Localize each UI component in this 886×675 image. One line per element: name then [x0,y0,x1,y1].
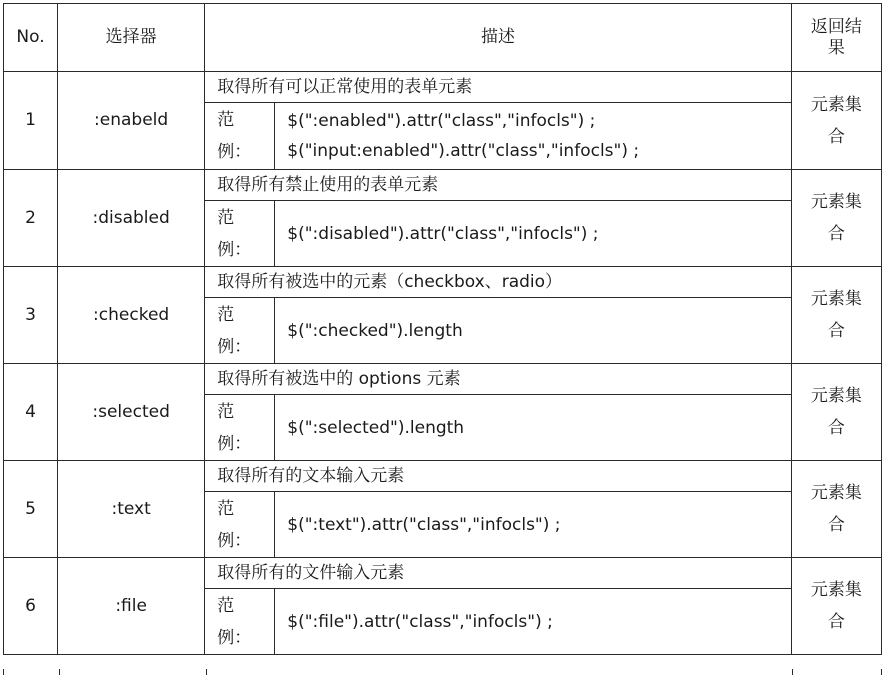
row-return [791,461,881,558]
return-line2: 合 [827,126,845,147]
row-return [791,364,881,461]
example-code [275,589,792,655]
table-row [4,267,882,298]
header-return-line1: 返回结 [810,17,862,38]
return-line1: 元素集 [810,386,862,406]
header-description: 描述 [205,4,792,72]
return-line2: 合 [827,418,845,438]
return-line2: 合 [827,224,845,244]
row-selector: :enabeld [58,72,205,170]
row-description: 取得所有被选中的 options 元素 [205,364,792,395]
return-line1: 元素集 [810,483,862,503]
example-code [275,395,792,461]
row-return [791,170,881,267]
row-description: 取得所有的文件输入元素 [205,558,792,589]
return-line1: 元素集 [810,289,862,309]
row-no: 1 [4,72,58,170]
table-row [4,461,882,492]
example-code [275,492,792,558]
return-line2: 合 [827,612,845,632]
return-line1: 元素集 [810,580,862,600]
return-line1: 元素集 [810,94,862,115]
return-line1: 元素集 [810,192,862,212]
row-no: 2 [4,170,58,267]
return-line2: 合 [827,515,845,535]
selector-table [3,3,882,655]
table-row [4,364,882,395]
table-row [4,72,882,103]
row-selector: :text [58,461,205,558]
table-continuation [3,669,882,675]
example-code [275,298,792,364]
return-line2: 合 [827,321,845,341]
row-description: 取得所有可以正常使用的表单元素 [205,72,792,103]
example-code-line: $(":disabled").attr("class","infocls") ; [287,223,599,244]
row-selector: :disabled [58,170,205,267]
example-code-line: $(":checked").length [287,320,463,341]
header-return-line2: 果 [827,37,845,58]
column-divider [59,669,60,675]
row-description: 取得所有禁止使用的表单元素 [205,170,792,201]
row-no: 3 [4,267,58,364]
example-code-line: $(":file").attr("class","infocls") ; [287,611,553,632]
column-divider [206,669,207,675]
row-selector: :selected [58,364,205,461]
example-code-line: $("input:enabled").attr("class","infocls") ; [287,141,640,161]
example-label: 范 例： [205,492,275,558]
row-description: 取得所有的文本输入元素 [205,461,792,492]
example-label: 范 例： [205,103,275,170]
row-return [791,558,881,655]
row-no: 6 [4,558,58,655]
example-code [275,201,792,267]
header-no: No. [4,4,58,72]
table-row [4,558,882,589]
header-selector: 选择器 [58,4,205,72]
row-selector: :file [58,558,205,655]
example-code-line: $(":text").attr("class","infocls") ; [287,514,561,535]
example-label: 范 例： [205,298,275,364]
table-row [4,170,882,201]
row-return [791,267,881,364]
row-description: 取得所有被选中的元素（checkbox、radio） [205,267,792,298]
example-label: 范 例： [205,201,275,267]
row-selector: :checked [58,267,205,364]
row-no: 4 [4,364,58,461]
row-return [791,72,881,170]
header-row [4,4,882,72]
example-label: 范 例： [205,395,275,461]
example-code-line: $(":enabled").attr("class","infocls") ; [287,111,596,131]
column-divider [792,669,793,675]
header-return [791,4,881,72]
example-label: 范 例： [205,589,275,655]
row-no: 5 [4,461,58,558]
example-code [275,103,792,170]
example-code-line: $(":selected").length [287,417,465,438]
